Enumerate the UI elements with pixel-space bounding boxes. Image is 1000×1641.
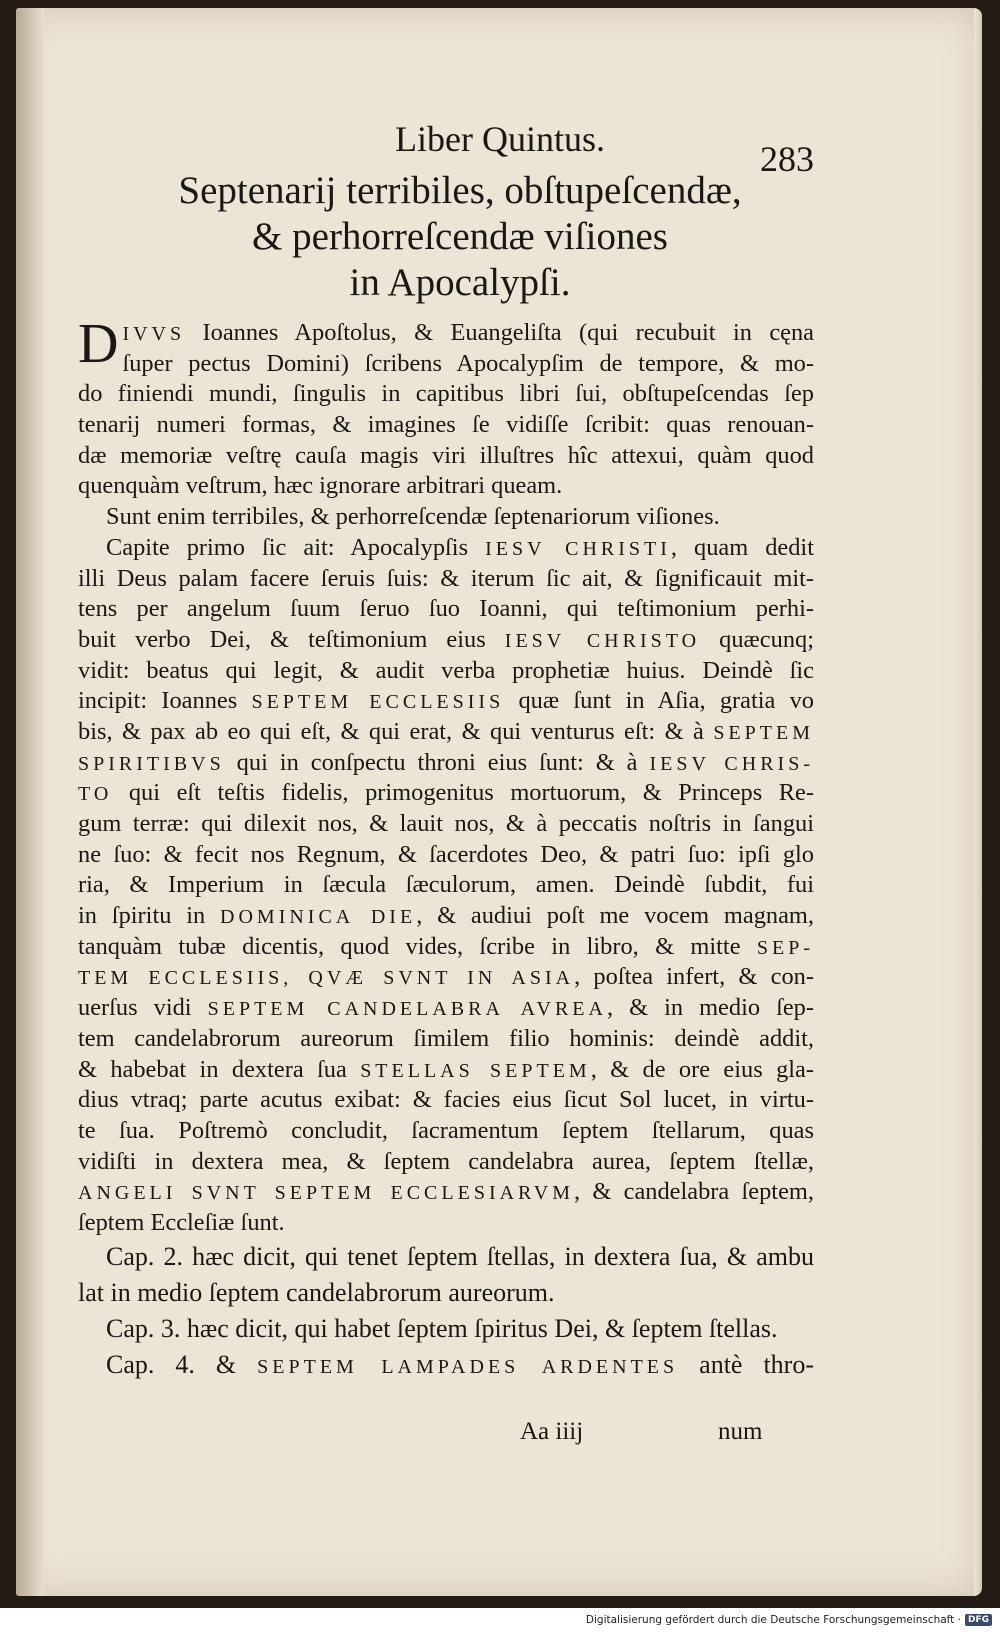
text-line — [78, 686, 814, 717]
text-span: ne ſuo: & fecit nos Regnum, & ſacerdotes Deo, & patri ſuo: ipſi glo — [78, 840, 814, 868]
text-span: buit verbo Dei, & teſtimonium eius — [78, 625, 505, 653]
text-span: te ſua. Poſtremò concludit, ſacramentum ſeptem ſtellarum, quas — [78, 1116, 814, 1144]
text-line — [78, 441, 814, 472]
text-span: tem candelabrorum aureorum ſimilem filio hominis: deindè addit, — [78, 1024, 814, 1052]
text-line — [78, 625, 814, 656]
text-line — [78, 778, 814, 809]
text-span: Cap. 3. hæc dicit, qui habet ſeptem ſpiritus Dei, & ſeptem ſtellas. — [106, 1313, 778, 1343]
text-line — [78, 1177, 814, 1208]
text-line — [78, 410, 814, 441]
text-line — [78, 1275, 814, 1311]
text-span: & habebat in dextera ſua — [78, 1055, 361, 1083]
text-line — [78, 594, 814, 625]
text-line — [78, 564, 814, 595]
folio-number: 283 — [760, 139, 814, 179]
text-line — [78, 349, 814, 380]
small-caps-span: SPIRITIBVS — [78, 752, 225, 775]
text-line — [78, 901, 814, 932]
small-caps-span: IESV CHRISTI — [485, 537, 671, 560]
text-span: ſeptem Eccleſiæ ſunt. — [78, 1208, 285, 1236]
text-span: Cap. 4. & — [106, 1349, 258, 1379]
text-span: qui in conſpectu throni eius ſunt: & à — [224, 748, 650, 776]
text-span: quæ ſunt in Aſia, gratia vo — [504, 687, 814, 715]
text-span: Sunt enim terribiles, & perhorreſcendæ ſeptenariorum viſiones. — [106, 503, 720, 531]
text-line — [78, 993, 814, 1024]
text-line — [78, 533, 814, 564]
chapter-title — [120, 168, 800, 306]
text-line — [78, 471, 814, 502]
small-caps-span: IESV CHRIS- — [649, 752, 814, 775]
text-line — [78, 1024, 814, 1055]
chapter-title-line: in Apocalypſi. — [349, 261, 571, 304]
dfg-badge: DFG — [965, 1614, 992, 1626]
text-line — [78, 318, 814, 349]
text-span: , & candelabra ſeptem, — [574, 1178, 814, 1206]
small-caps-span: SEPTEM ECCLESIIS — [251, 691, 505, 714]
text-line — [78, 748, 814, 779]
text-span: quæcunq; — [700, 625, 814, 653]
text-line — [78, 1147, 814, 1178]
text-line — [78, 932, 814, 963]
digitization-credit — [586, 1614, 992, 1626]
text-line — [78, 1239, 814, 1275]
text-line — [78, 1208, 814, 1239]
text-span: quenquàm veſtrum, hæc ignorare arbitrari queam. — [78, 472, 563, 500]
text-span: ſuper pectus Domini) ſcribens Apocalypſim de tempore, & mo- — [122, 349, 814, 377]
text-line — [78, 502, 814, 533]
text-line — [78, 1311, 814, 1347]
small-caps-span: IVVS — [122, 323, 186, 345]
text-span: tenarij numeri formas, & imagines ſe vidiſſe ſcribit: quas renouan- — [78, 411, 814, 439]
text-span: Capite primo ſic ait: Apocalypſis — [106, 533, 486, 561]
text-span: Cap. 2. hæc dicit, qui tenet ſeptem ſtellas, in dextera ſua, & ambu — [106, 1241, 814, 1271]
small-caps-span: SEPTEM LAMPADES ARDENTES — [257, 1355, 679, 1378]
small-caps-span: SEP- — [756, 936, 814, 959]
text-span: illi Deus palam facere ſeruis ſuis: & iterum ſic ait, & ſignificauit mit- — [78, 564, 814, 592]
text-span: dæ memoriæ veſtrę cauſa magis viri illuſtres hîc attexui, quàm quod — [78, 441, 814, 469]
text-span: antè thro- — [678, 1349, 815, 1379]
digitization-credit-text: Digitalisierung gefördert durch die Deutsche Forschungsgemeinschaft · — [585, 1614, 961, 1626]
text-line — [78, 717, 814, 748]
page-gutter — [16, 8, 44, 1596]
text-span: incipit: Ioannes — [78, 687, 252, 715]
text-span: vidit: beatus qui legit, & audit verba prophetiæ huius. Deindè ſic — [78, 656, 814, 684]
text-line — [78, 840, 814, 871]
text-span: lat in medio ſeptem candelabrorum aureorum. — [78, 1277, 555, 1307]
text-line — [78, 656, 814, 687]
small-caps-span: IESV CHRISTO — [504, 629, 701, 652]
text-span: , & audiui poſt me vocem magnam, — [416, 902, 815, 930]
small-caps-span: SEPTEM — [713, 721, 814, 744]
small-caps-span: TEM ECCLESIIS, QVÆ SVNT IN ASIA — [78, 967, 575, 990]
text-span: ria, & Imperium in ſæcula ſæculorum, amen. Deindè ſubdit, fui — [78, 871, 814, 899]
chapter-title-line: & perhorreſcendæ viſiones — [252, 215, 668, 258]
text-span: , poſtea infert, & con- — [574, 963, 814, 991]
page-fore-edge — [974, 8, 982, 1596]
text-line — [78, 379, 814, 410]
signature-mark: Aa iiij — [520, 1418, 584, 1445]
text-span: , & in medio ſep- — [606, 994, 815, 1022]
text-line — [78, 870, 814, 901]
running-title: Liber Quintus. — [395, 119, 605, 159]
text-span: Ioannes Apoſtolus, & Euangeliſta (qui recubuit in cęna — [185, 319, 814, 346]
text-span: tens per angelum ſuum ſeruo ſuo Ioanni, qui teſtimonium perhi- — [78, 595, 814, 623]
text-line — [78, 1085, 814, 1116]
small-caps-span: SEPTEM CANDELABRA AVREA — [207, 998, 607, 1021]
text-line — [78, 1116, 814, 1147]
catchword: num — [718, 1418, 763, 1445]
small-caps-span: ANGELI SVNT SEPTEM ECCLESIARVM — [78, 1182, 575, 1205]
small-caps-span: DOMINICA DIE — [220, 906, 417, 929]
text-line — [78, 809, 814, 840]
text-span: dius vtraq; parte acutus exibat: & facies eius ſicut Sol lucet, in virtu- — [78, 1086, 814, 1114]
text-span: , & de ore eius gla- — [590, 1055, 814, 1083]
small-caps-span: TO — [78, 783, 113, 806]
text-span: tanquàm tubæ dicentis, quod vides, ſcribe in libro, & mitte — [78, 932, 757, 960]
text-span: qui eſt teſtis fidelis, primogenitus mortuorum, & Princeps Re- — [112, 779, 814, 807]
text-span: vidiſti in dextera mea, & ſeptem candelabra aurea, ſeptem ſtellæ, — [78, 1147, 814, 1175]
chapter-title-line: Septenarij terribiles, obſtupeſcendæ, — [178, 169, 742, 212]
text-span: uerſus vidi — [78, 994, 208, 1022]
text-span: in ſpiritu in — [78, 902, 221, 930]
text-line — [78, 1347, 814, 1383]
drop-cap: D — [78, 313, 119, 375]
text-span: , quam dedit — [670, 533, 814, 561]
text-span: bis, & pax ab eo qui eſt, & qui erat, & qui venturus eſt: & à — [78, 717, 714, 745]
text-span: do finiendi mundi, ſingulis in capitibus libri ſui, obſtupeſcendas ſep — [78, 380, 814, 408]
small-caps-span: STELLAS SEPTEM — [360, 1059, 591, 1082]
text-line — [78, 962, 814, 993]
text-span: gum terræ: qui dilexit nos, & lauit nos, & à peccatis noſtris in ſangui — [78, 810, 814, 837]
body-text — [78, 313, 815, 1383]
text-line — [78, 1055, 814, 1086]
